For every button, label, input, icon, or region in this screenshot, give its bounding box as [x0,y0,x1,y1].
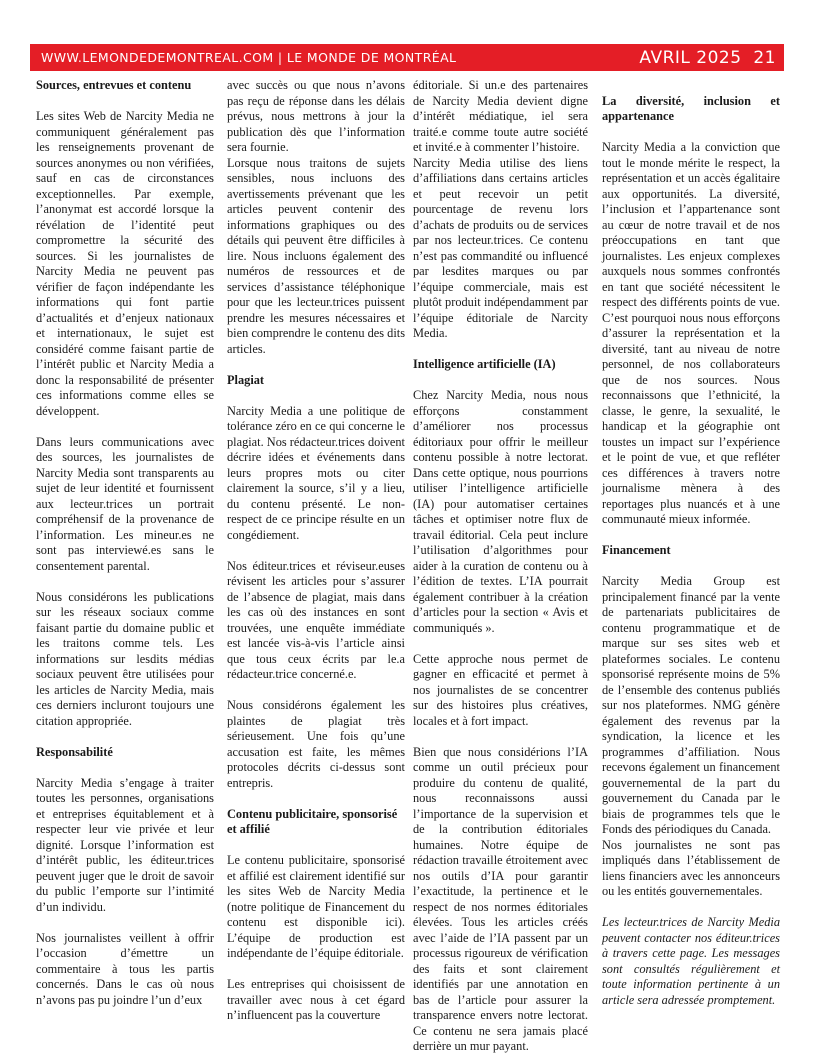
paragraph: Bien que nous considérions l’IA comme un outil précieux pour produire du contenu de qualité, nous reconnaissons aussi l’importance de la supervision et de la contribution éditoriales humaines. Notre équipe de rédaction travaille étroitement avec nos outils d’IA pour garantir l’exactitude, la pertinence et le respect de nos normes éditoriales élevées. Tous les articles créés avec l’aide de l’IA passent par un processus rigoureux de vérification des faits et sont clairement identifiés par une annotation en bas de l’article pour assurer la transparence envers notre lectorat. Ce contenu ne sera jamais placé derrière un mur payant. [413,744,588,1053]
header-site-name: WWW.LEMONDEDEMONTREAL.COM | LE MONDE DE MONTRÉAL [41,50,457,65]
header-month: AVRIL 2025 [639,47,742,68]
paragraph: Dans leurs communications avec des sources, les journalistes de Narcity Media sont transparents au sujet de leur identité et fournissent aux lecteur.trices un portrait compréhensif de la provenance de l’information. Les mineur.es ne sont pas interviewé.es sans le consentement parental. [36,434,214,573]
paragraph: avec succès ou que nous n’avons pas reçu de réponse dans les délais prévus, nous mettrons à jour la publication dès que l’information sera fournie. [227,78,405,154]
paragraph: Narcity Media a la conviction que tout le monde mérite le respect, la représentation et un accès égalitaire aux opportunités. La diversité, l’inclusion et l’appartenance sont au cœur de notre travail et de nos préoccupations en tant que journalistes. Les enjeux complexes auxquels nous sommes confrontés en tant que société nécessitent le respect des différents points de vue. C’est pourquoi nous nous efforçons d’assurer la représentation et la diversité, tant au niveau de notre personnel, de nos collaborateurs que de nos sources. Nous reconnaissons que l’ethnicité, la classe, le genre, la sexualité, le handicap et la géographie ont toustes un impact sur l’expérience et le point de vue, et que refléter ces différences à travers notre journalisme mènera à des reportages plus nuancés et à une communauté mieux informée. [602,140,780,526]
paragraph: Le contenu publicitaire, sponsorisé et affilié est clairement identifié sur les sites Web de Narcity Media (notre politique de Financement du contenu est disponible ici). L’équipe de production est indépendante de l’équipe éditoriale. [227,853,405,960]
paragraph: Nous considérons les publications sur les réseaux sociaux comme faisant partie du domaine public et les traitons comme tels. Les informations sur lesdits médias sociaux peuvent être utilisées pour les articles de Narcity Media, mais ces derniers incluront toujours une citation appropriée. [36,589,214,728]
header-page-number: 21 [753,47,776,68]
paragraph: Les entreprises qui choisissent de travailler avec nous à cet égard n’influencent pas la couverture [227,977,405,1022]
paragraph: Narcity Media a une politique de tolérance zéro en ce qui concerne le plagiat. Nos rédacteur.trices doivent décrire idées et événements dans leurs propres mots ou citer clairement la source, s’il y a lieu, du contenu présenté. Le non-respect de ce principe résulte en un congédiement. [227,403,405,542]
column-1 [36,78,214,1008]
heading-intelligence-artificielle: Intelligence artificielle (IA) [413,357,556,371]
paragraph: Chez Narcity Media, nous nous efforçons constamment d’améliorer nos processus éditoriaux pour offrir le meilleur contenu possible à notre lectorat. Dans cette optique, nous pourrions utiliser l’intelligence artificielle (IA) pour automatiser certaines tâches et optimiser notre flux de travail éditorial. Cela peut inclure l’utilisation d’algorithmes pour aider à la curation de contenu ou à l’édition de textes. L’IA pourrait également contribuer à la création d’articles pour la section « Avis et communiqués ». [413,388,588,635]
paragraph: Narcity Media s’engage à traiter toutes les personnes, organisations et entreprises équitablement et à respecter leur vie privée et leur dignité. Lorsque l’information est d’intérêt public, les éditeur.trices peuvent juger que le droit de savoir du public l’emporte sur l’intimité d’un individu. [36,775,214,914]
contact-note-text: Les lecteur.trices de Narcity Media peuvent contacter nos éditeur.trices à travers cette page. Les messages sont consultés régulièrement et toute information pertinente à un article sera adressée promptement. [602,915,780,1007]
page-header-bar [30,44,784,71]
heading-financement: Financement [602,543,671,557]
column-3 [413,78,588,1055]
heading-sources: Sources, entrevues et contenu [36,78,192,92]
paragraph: Narcity Media utilise des liens d’affiliations dans certains articles et peut recevoir un petit pourcentage de revenu lors d’achats de produits ou de services par nos lecteur.trices. Ce contenu n’est pas commandité ou influencé par lesdites marques ou par l’équipe commerciale, mais est plutôt produit indépendamment par l’équipe éditoriale de Narcity Media. [413,155,588,340]
paragraph: Nos journalistes ne sont pas impliqués dans l’établissement de liens financiers avec les annonceurs ou les entités gouvernementales. [602,837,780,898]
paragraph: Nos éditeur.trices et réviseur.euses révisent les articles pour s’assurer de l’absence de plagiat, mais dans les cas où des instances en sont trouvées, une enquête immédiate est lancée vis-à-vis l’article ainsi que tous ceux écrits par le.a rédacteur.trice concerné.e. [227,558,405,681]
heading-plagiat: Plagiat [227,372,265,387]
paragraph: Cette approche nous permet de gagner en efficacité et permet à nos journalistes de se concentrer sur des histoires plus créatives, locales et à fort impact. [413,651,588,728]
paragraph: Les sites Web de Narcity Media ne communiquent généralement pas les renseignements provenant de sources anonymes ou non vérifiées, sauf en cas de circonstances exceptionnelles. Par exemple, l’anonymat est accordé lorsque la révélation de l’identité peut compromettre la sécurité des sources. Si les journalistes de Narcity Media ne peuvent pas vérifier de façon indépendante les informations qui font partie d’actualités et d’enjeux nationaux et internationaux, le sujet est considéré comme faisant partie de l’intérêt public et Narcity Media a donc la responsabilité de présenter ces informations comme elles se développent. [36,109,214,418]
column-4 [602,78,780,1008]
heading-diversite: La diversité, inclusion et appartenance [602,93,780,123]
contact-note [602,915,780,1008]
heading-contenu-publicitaire: Contenu publicitaire, sponsorisé et affilié [227,806,398,836]
paragraph: Nos journalistes veillent à offrir l’occasion d’émettre un commentaire à tous les partis concernés. Dans le cas où nous n’avons pas pu joindre l’un d’eux [36,930,214,1007]
paragraph: éditoriale. Si un.e des partenaires de Narcity Media devient digne d’intérêt médiatique, iel sera traité.e comme toute autre société et invité.e à commenter l’histoire. [413,78,588,154]
header-issue [639,48,776,68]
paragraph: Nous considérons également les plaintes de plagiat très sérieusement. Une fois qu’une accusation est faite, les mêmes protocoles décrits ci-dessus sont entrepris. [227,698,405,790]
column-2 [227,78,405,1024]
heading-responsabilite: Responsabilité [36,744,113,759]
article-body [36,78,781,1053]
paragraph: Narcity Media Group est principalement financé par la vente de partenariats publicitaires de contenu programmatique et de marque sur ses sites web et plateformes sociales. Le contenu sponsorisé représente moins de 5% de l’ensemble des contenus publiés sur nos plateformes. NMG génère également des revenus par la syndication, la licence et les programmes d’affiliation. Nous recevons également un financement gouvernemental de la part du gouvernement du Canada par le biais de programmes tels que le Fonds des périodiques du Canada. [602,574,780,836]
paragraph: Lorsque nous traitons de sujets sensibles, nous incluons des avertissements prévenant que les articles peuvent contenir des informations graphiques ou des détails qui peuvent être difficiles à lire. Nous incluons également des numéros de ressources et de services d’assistance téléphonique pour que les lecteur.trices puissent prendre les mesures nécessaires et bien comprendre le contenu des dits articles. [227,155,405,356]
